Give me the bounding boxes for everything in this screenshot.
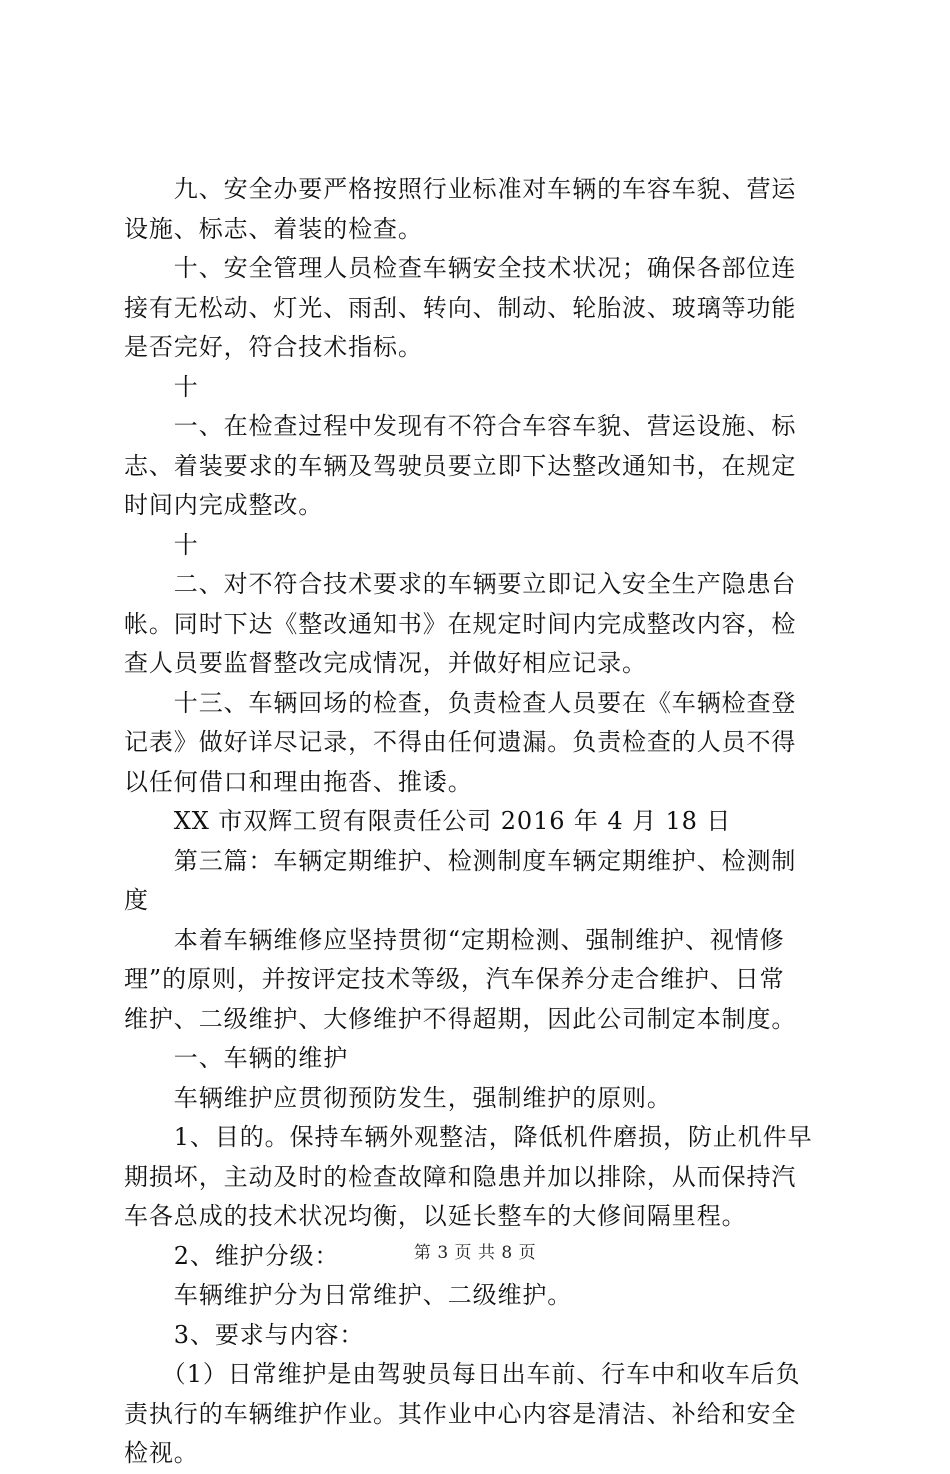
text-line: 记表》做好详尽记录，不得由任何遗漏。负责检查的人员不得	[124, 728, 797, 756]
text-line: 十	[124, 530, 199, 559]
text-line: 十	[124, 372, 199, 401]
text-line: 是否完好，符合技术指标。	[124, 333, 423, 361]
text-line: 3、要求与内容：	[124, 1320, 365, 1349]
text-line: 1、目的。保持车辆外观整洁，降低机件磨损，防止机件早	[124, 1123, 813, 1151]
text-line: 十、安全管理人员检查车辆安全技术状况；确保各部位连	[124, 254, 797, 282]
page-footer: 第 3 页 共 8 页	[413, 1243, 537, 1263]
text-line: 一、在检查过程中发现有不符合车容车貌、营运设施、标	[124, 412, 797, 440]
text-line: 度	[124, 886, 149, 914]
text-line: 查人员要监督整改完成情况，并做好相应记录。	[124, 649, 647, 677]
text-line: 一、车辆的维护	[124, 1044, 349, 1072]
text-line: 期损坏，主动及时的检查故障和隐患并加以排除，从而保持汽	[124, 1162, 797, 1191]
document-body	[124, 170, 836, 1474]
text-line: 以任何借口和理由拖沓、推诿。	[124, 767, 473, 796]
text-line: （1）日常维护是由驾驶员每日出车前、行车中和收车后负	[124, 1360, 801, 1388]
text-line: 设施、标志、着装的检查。	[124, 214, 423, 243]
text-line: 车辆维护分为日常维护、二级维护。	[124, 1281, 573, 1309]
text-line: 接有无松动、灯光、雨刮、转向、制动、轮胎波、玻璃等功能	[124, 293, 797, 322]
text-line: 十三、车辆回场的检查，负责检查人员要在《车辆检查登	[124, 688, 797, 717]
text-line: 帐。同时下达《整改通知书》在规定时间内完成整改内容，检	[124, 609, 797, 638]
text-line: XX 市双辉工贸有限责任公司 2016 年 4 月 18 日	[124, 807, 732, 835]
text-line: 责执行的车辆维护作业。其作业中心内容是清洁、补给和安全	[124, 1399, 797, 1428]
text-line: 第三篇：车辆定期维护、检测制度车辆定期维护、检测制	[124, 846, 797, 875]
text-line: 时间内完成整改。	[124, 491, 324, 519]
text-line: 车辆维护应贯彻预防发生，强制维护的原则。	[124, 1083, 672, 1112]
text-line: 本着车辆维修应坚持贯彻“定期检测、强制维护、视情修	[124, 925, 785, 954]
text-line: 志、着装要求的车辆及驾驶员要立即下达整改通知书，在规定	[124, 451, 797, 480]
text-line: 维护、二级维护、大修维护不得超期，因此公司制定本制度。	[124, 1004, 797, 1033]
text-line: 车各总成的技术状况均衡，以延长整车的大修间隔里程。	[124, 1202, 747, 1230]
text-line: 九、安全办要严格按照行业标准对车辆的车容车貌、营运	[124, 175, 797, 203]
text-line: 二、对不符合技术要求的车辆要立即记入安全生产隐患台	[124, 570, 797, 598]
text-line: 检视。	[124, 1439, 199, 1467]
text-line: 2、维护分级：	[124, 1241, 340, 1270]
text-line: 理”的原则，并按评定技术等级，汽车保养分走合维护、日常	[124, 965, 785, 993]
